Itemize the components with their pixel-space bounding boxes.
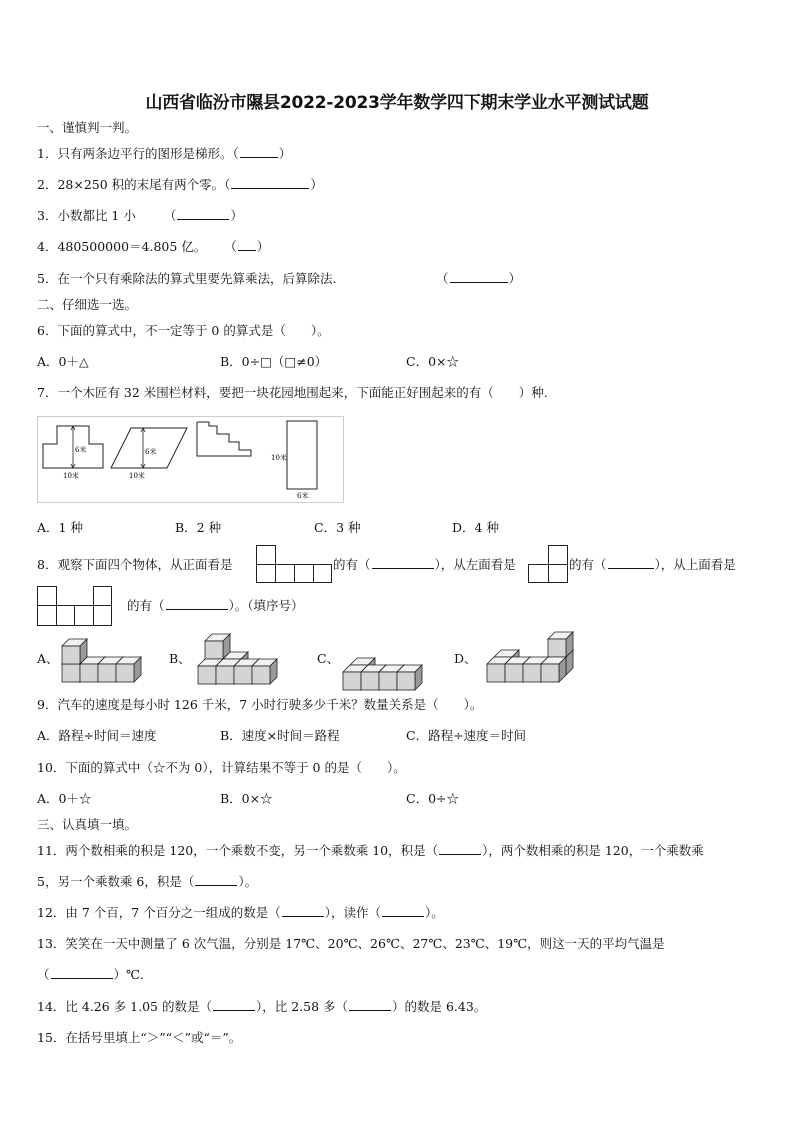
front-view-figure: [256, 545, 332, 583]
cube-figure-d: [485, 632, 575, 684]
cube: [252, 659, 277, 684]
question-7: 7．一个木匠有 32 米围栏材料，要把一块花园地围起来，下面能正好围起来的有（ ）种.: [37, 385, 548, 400]
option-c[interactable]: C．3 种: [314, 520, 361, 535]
question-15: 15．在括号里填上“＞”“＜”或“＝”。: [37, 1030, 242, 1045]
option-c[interactable]: C．0×☆: [406, 354, 459, 369]
question-1: 1．只有两条边平行的图形是梯形。（ ）: [37, 146, 292, 161]
question-12: 12．由 7 个百，7 个百分之一组成的数是（ ），读作（ ）。: [37, 905, 444, 920]
option-a[interactable]: A．1 种: [37, 520, 83, 535]
question-5: 5．在一个只有乘除法的算式里要先算乘法，后算除法.: [37, 271, 337, 286]
cube-figure-a: [60, 632, 144, 684]
answer-blank[interactable]: [240, 146, 278, 158]
left-view-figure: [528, 545, 568, 583]
question-5-answer: （ ）: [436, 271, 522, 286]
page-title: 山西省临汾市隰县2022-2023学年数学四下期末学业水平测试试题: [145, 93, 649, 113]
cube: [205, 634, 230, 659]
question-13-line2: （ ）℃.: [37, 967, 144, 982]
top-view-figure: [37, 586, 112, 626]
answer-blank[interactable]: [382, 905, 424, 917]
option-d[interactable]: D．4 种: [452, 520, 499, 535]
option-c[interactable]: C、: [317, 651, 340, 666]
answer-blank[interactable]: [439, 843, 481, 855]
fig-label-height: 10米: [271, 454, 287, 462]
option-b[interactable]: B．2 种: [175, 520, 222, 535]
answer-blank[interactable]: [372, 557, 434, 569]
cube-figure-c: [341, 640, 431, 682]
option-b[interactable]: B．0×☆: [220, 791, 273, 806]
fig-label-width: 6米: [297, 492, 309, 500]
answer-blank[interactable]: [349, 999, 391, 1011]
answer-blank[interactable]: [608, 557, 654, 569]
question-11-line1: 11．两个数相乘的积是 120，一个乘数不变，另一个乘数乘 10，积是（ ），两个数相乘的积是 120，一个乘数乘: [37, 843, 704, 858]
question-10: 10．下面的算式中（☆不为 0），计算结果不等于 0 的是（ ）。: [37, 760, 406, 775]
option-b[interactable]: B、: [169, 651, 191, 666]
answer-blank[interactable]: [51, 967, 113, 979]
section-heading: 一、谨慎判一判。: [37, 120, 138, 135]
answer-blank[interactable]: [231, 177, 309, 189]
cube-figure-b: [196, 634, 288, 684]
question-4: 4．480500000＝4.805 亿。 （ ）: [37, 239, 270, 254]
cube: [541, 657, 566, 682]
cube: [548, 632, 573, 657]
question-8-part3: 的有（ ），从上面看是: [569, 557, 736, 572]
answer-blank[interactable]: [195, 874, 237, 886]
cube: [116, 657, 141, 682]
fig-label-height: 6米: [145, 448, 157, 456]
option-a[interactable]: A．路程÷时间＝速度: [37, 728, 157, 743]
fig-label-height: 6米: [75, 446, 87, 454]
answer-blank[interactable]: [166, 598, 228, 610]
question-3: 3．小数都比 1 小 （ ）: [37, 208, 243, 223]
option-d[interactable]: D、: [454, 651, 477, 666]
question-6: 6．下面的算式中，不一定等于 0 的算式是（ ）。: [37, 323, 330, 338]
question-14: 14．比 4.26 多 1.05 的数是（ ），比 2.58 多（ ）的数是 6.43。: [37, 999, 487, 1014]
fig-label-width: 10米: [129, 472, 145, 480]
fig-label-width: 10米: [63, 472, 79, 480]
answer-blank[interactable]: [213, 999, 255, 1011]
question-11-line2: 5，另一个乘数乘 6，积是（ ）。: [37, 874, 258, 889]
section-heading: 三、认真填一填。: [37, 817, 138, 832]
question-9: 9．汽车的速度是每小时 126 千米，7 小时行驶多少千米？数量关系是（ ）。: [37, 697, 483, 712]
option-a[interactable]: A．0＋△: [37, 354, 89, 369]
option-b[interactable]: B．速度×时间＝路程: [220, 728, 340, 743]
answer-blank[interactable]: [282, 905, 324, 917]
question-13-line1: 13．笑笑在一天中测量了 6 次气温，分别是 17℃、20℃、26℃、27℃、23℃、19℃，则这一天的平均气温是: [37, 936, 665, 951]
question-8-part1: 8．观察下面四个物体，从正面看是: [37, 557, 233, 572]
option-a[interactable]: A、: [37, 651, 59, 666]
cube: [397, 665, 422, 690]
answer-blank[interactable]: [177, 208, 229, 220]
question-8-part2: 的有（ ），从左面看是: [333, 557, 516, 572]
cube: [62, 639, 87, 664]
answer-blank[interactable]: [450, 271, 508, 283]
question-8-part4: 的有（ ）。（填序号）: [127, 598, 304, 613]
answer-blank[interactable]: [238, 239, 256, 251]
option-b[interactable]: B．0÷□（□≠0）: [220, 354, 328, 369]
option-a[interactable]: A．0＋☆: [37, 791, 92, 806]
section-heading: 二、仔细选一选。: [37, 297, 138, 312]
question-2: 2．28×250 积的末尾有两个零。（ ）: [37, 177, 323, 192]
option-c[interactable]: C．路程÷速度＝时间: [406, 728, 527, 743]
fence-shapes-figure: [37, 416, 345, 504]
option-c[interactable]: C．0÷☆: [406, 791, 459, 806]
